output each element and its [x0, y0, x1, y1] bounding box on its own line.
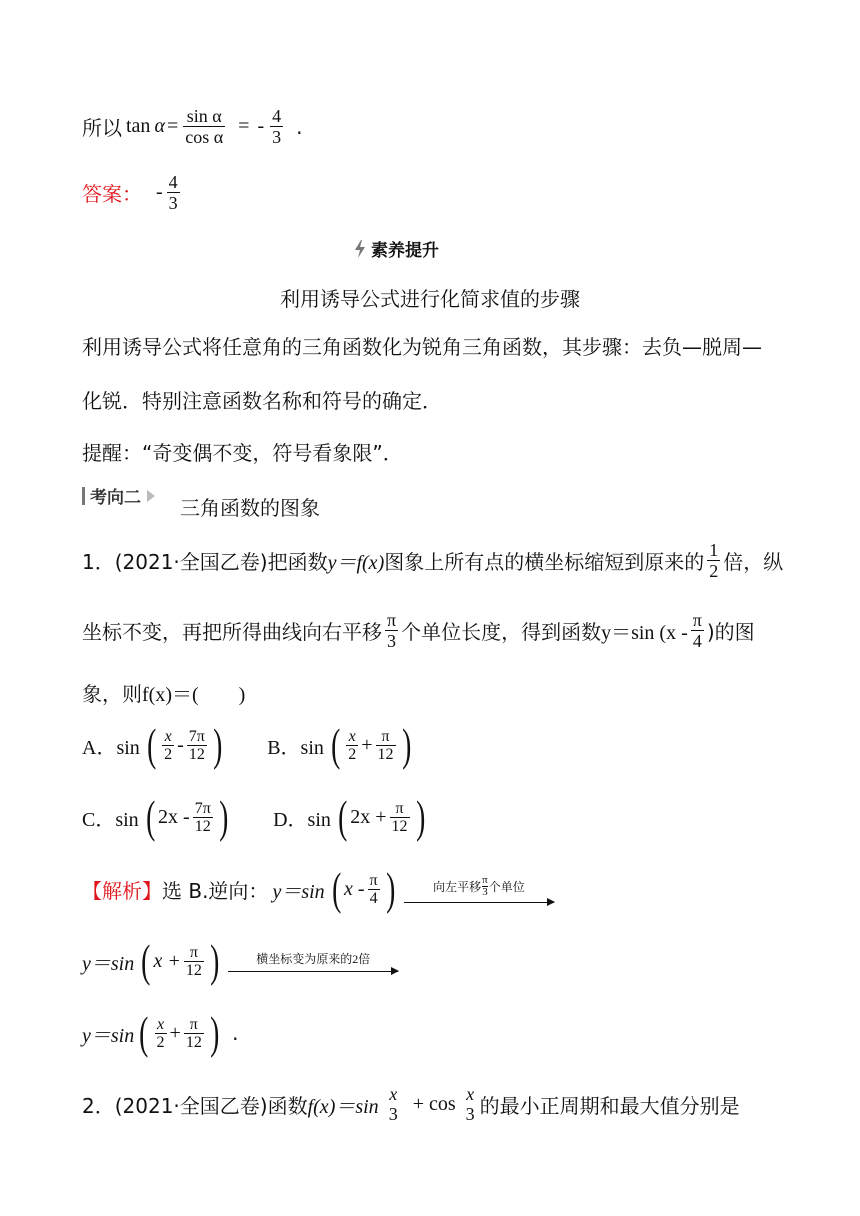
- option-d-label: D．sin: [273, 808, 331, 831]
- pi-over-3-fraction: [385, 610, 398, 651]
- paragraph-1: 利用诱导公式将任意角的三角函数化为锐角三角函数，其步骤：去负—脱周—: [82, 335, 762, 359]
- x-over-3: [464, 1084, 477, 1124]
- fraction-numerator: x: [466, 1084, 475, 1104]
- solution-line-1: [82, 863, 560, 914]
- answer-blank: f(x)＝( ): [142, 684, 246, 706]
- fraction-numerator: 4: [168, 172, 178, 192]
- right-paren: ): [401, 719, 411, 770]
- arrow-shaft: [228, 971, 398, 972]
- operator: -: [177, 733, 184, 756]
- fraction-denominator: 4: [692, 631, 702, 651]
- fraction-denominator: 3: [482, 886, 488, 898]
- inner-term: x -: [343, 877, 365, 900]
- paragraph-2: 化锐．特别注意函数名称和符号的确定．: [82, 389, 442, 413]
- arrow-shaft: [404, 902, 554, 903]
- topic-title: 三角函数的图象: [180, 496, 320, 520]
- solution-text: 选 B.逆向：: [162, 878, 269, 903]
- solution-tag: 【解析】: [82, 878, 162, 903]
- badge-text: 素养提升: [371, 241, 439, 261]
- q2-text: 的最小正周期和最大值分别是: [479, 1093, 740, 1118]
- x-over-3: [387, 1084, 400, 1124]
- option-c-term: 2x -: [158, 805, 190, 828]
- literacy-badge: [353, 236, 439, 261]
- arrow-label: [433, 875, 525, 898]
- shift-fraction: [368, 872, 380, 907]
- fraction-denominator: 2: [348, 745, 357, 763]
- q1-text: )的图: [706, 620, 755, 644]
- period: .: [296, 114, 303, 139]
- q1-text: 坐标不变，再把所得曲线向右平移: [82, 620, 382, 644]
- alpha-symbol: α: [154, 115, 165, 137]
- q2-text: 2．(2021·全国乙卷)函数: [82, 1093, 308, 1118]
- option-a-fraction: [187, 728, 207, 763]
- tan-label: tan: [126, 115, 151, 137]
- right-paren: ): [209, 1007, 220, 1058]
- fraction-denominator: 12: [391, 817, 408, 835]
- fraction-numerator: π: [189, 1015, 198, 1033]
- topic-header: [82, 483, 155, 508]
- fraction-numerator: π: [387, 610, 397, 630]
- left-paren: (: [139, 1007, 149, 1058]
- inner-term: x +: [153, 949, 181, 972]
- fraction-denominator: 12: [188, 745, 205, 763]
- fraction-numerator: x: [389, 1084, 398, 1104]
- option-c-fraction: [193, 800, 213, 835]
- right-paren: ): [212, 719, 223, 770]
- answer-label: 答案：: [82, 182, 142, 206]
- q1-text: 个单位长度，得到函数: [401, 620, 602, 644]
- fraction-numerator: π: [381, 727, 390, 745]
- topic-tag: 考向二: [90, 488, 141, 508]
- fraction-numerator: π: [189, 943, 198, 961]
- tan-result-line: [82, 106, 302, 147]
- sin-over-cos-fraction: [183, 106, 225, 147]
- fraction-denominator: 12: [194, 817, 211, 835]
- pi-over-4-fraction: [691, 610, 704, 651]
- target-function: y＝sin (x -: [601, 622, 688, 644]
- fraction-numerator: π: [692, 610, 702, 630]
- q1-text: 1．(2021·全国乙卷)把函数: [82, 550, 328, 574]
- operator: + cos: [412, 1092, 456, 1115]
- value-fraction: [270, 106, 283, 147]
- left-paren: (: [141, 935, 151, 986]
- left-paren: (: [330, 719, 341, 770]
- operator: +: [169, 1021, 181, 1044]
- period: .: [232, 1021, 239, 1045]
- fraction-denominator: 3: [388, 1104, 398, 1124]
- fraction-denominator: 12: [185, 1033, 202, 1051]
- fraction-numerator: 7π: [194, 799, 211, 817]
- x-over-2: [162, 728, 174, 763]
- fraction-numerator: π: [482, 874, 488, 886]
- q1-text: 图象上所有点的横坐标缩短到原来的: [384, 550, 705, 574]
- paragraph-3: 提醒：“奇变偶不变，符号看象限”．: [82, 441, 403, 465]
- fraction-denominator: 12: [185, 961, 202, 979]
- fraction-denominator: 12: [377, 745, 394, 763]
- x-over-2: [155, 1016, 167, 1051]
- left-paren: (: [337, 791, 348, 842]
- right-paren: ): [218, 791, 229, 842]
- shift-fraction: [184, 944, 204, 979]
- fraction-denominator: 3: [465, 1104, 475, 1124]
- q1-text: 象，则: [82, 682, 142, 706]
- left-paren: (: [331, 863, 341, 914]
- option-d-fraction: [390, 800, 410, 835]
- fraction-numerator: x: [164, 727, 172, 745]
- equals: =: [166, 115, 179, 137]
- right-paren: ): [415, 791, 425, 842]
- option-b-fraction: [376, 728, 396, 763]
- function-expr: y＝sin: [82, 952, 135, 975]
- options-ab: [82, 719, 414, 770]
- fraction-denominator: 3: [387, 631, 397, 651]
- fraction-numerator: π: [369, 871, 378, 889]
- function-expr: y＝sin: [82, 1024, 135, 1047]
- arrow-label: 横坐标变为原来的2倍: [256, 952, 371, 966]
- minus-sign: -: [156, 181, 163, 203]
- answer-line: [82, 172, 183, 213]
- options-cd: [82, 791, 428, 842]
- q1-line-3: [82, 678, 245, 707]
- right-paren: ): [209, 935, 220, 986]
- solution-line-2: [82, 935, 404, 986]
- option-d-term: 2x +: [350, 805, 387, 828]
- option-c-label: C．sin: [82, 808, 139, 831]
- fraction-denominator: cos α: [185, 127, 224, 147]
- fraction-denominator: 2: [709, 561, 719, 581]
- shift-fraction: [184, 1016, 204, 1051]
- fraction-denominator: 4: [369, 889, 378, 907]
- fraction-numerator: 7π: [188, 727, 205, 745]
- triangle-icon: [147, 490, 155, 502]
- text-prefix: 所以: [82, 116, 122, 140]
- q1-line-2: [82, 610, 755, 651]
- fraction-numerator: x: [156, 1015, 165, 1033]
- fraction-numerator: 4: [272, 106, 282, 126]
- fraction-numerator: 1: [709, 540, 719, 560]
- fraction-numerator: π: [395, 799, 404, 817]
- left-paren: (: [145, 791, 155, 842]
- x-over-2: [346, 728, 358, 763]
- left-paren: (: [146, 719, 157, 770]
- q2-line-1: [82, 1084, 740, 1124]
- function-expr: f(x)＝sin: [307, 1095, 379, 1118]
- fraction-denominator: 2: [156, 1033, 165, 1051]
- arrow-text: 个单位: [488, 880, 525, 894]
- transform-arrow-2: [228, 950, 398, 972]
- section-title: 利用诱导公式进行化简求值的步骤: [280, 287, 580, 311]
- option-b-label: B．sin: [267, 736, 324, 759]
- fraction-denominator: 3: [168, 193, 178, 213]
- q1-line-1: [82, 540, 783, 581]
- fraction-denominator: 3: [272, 127, 282, 147]
- transform-arrow-1: [404, 875, 554, 903]
- arrow-text: 向左平移: [433, 880, 482, 894]
- fraction-numerator: x: [348, 727, 356, 745]
- header-bar: [82, 487, 85, 505]
- lightning-icon: [353, 240, 367, 258]
- fraction-denominator: 2: [164, 745, 173, 763]
- operator: +: [361, 733, 373, 756]
- equals: =: [238, 115, 250, 137]
- q1-text: 倍，纵: [723, 550, 784, 574]
- solution-line-3: [82, 1007, 239, 1058]
- answer-fraction: [167, 172, 180, 213]
- right-paren: ): [385, 863, 395, 914]
- fraction-numerator: sin α: [186, 106, 222, 126]
- function-expr: y＝sin: [272, 880, 325, 903]
- arrow-fraction: [482, 875, 488, 898]
- half-fraction: [707, 540, 720, 581]
- minus-sign: -: [257, 115, 265, 137]
- function-expr: y＝f(x): [327, 552, 385, 574]
- option-a-label: A．sin: [82, 736, 140, 759]
